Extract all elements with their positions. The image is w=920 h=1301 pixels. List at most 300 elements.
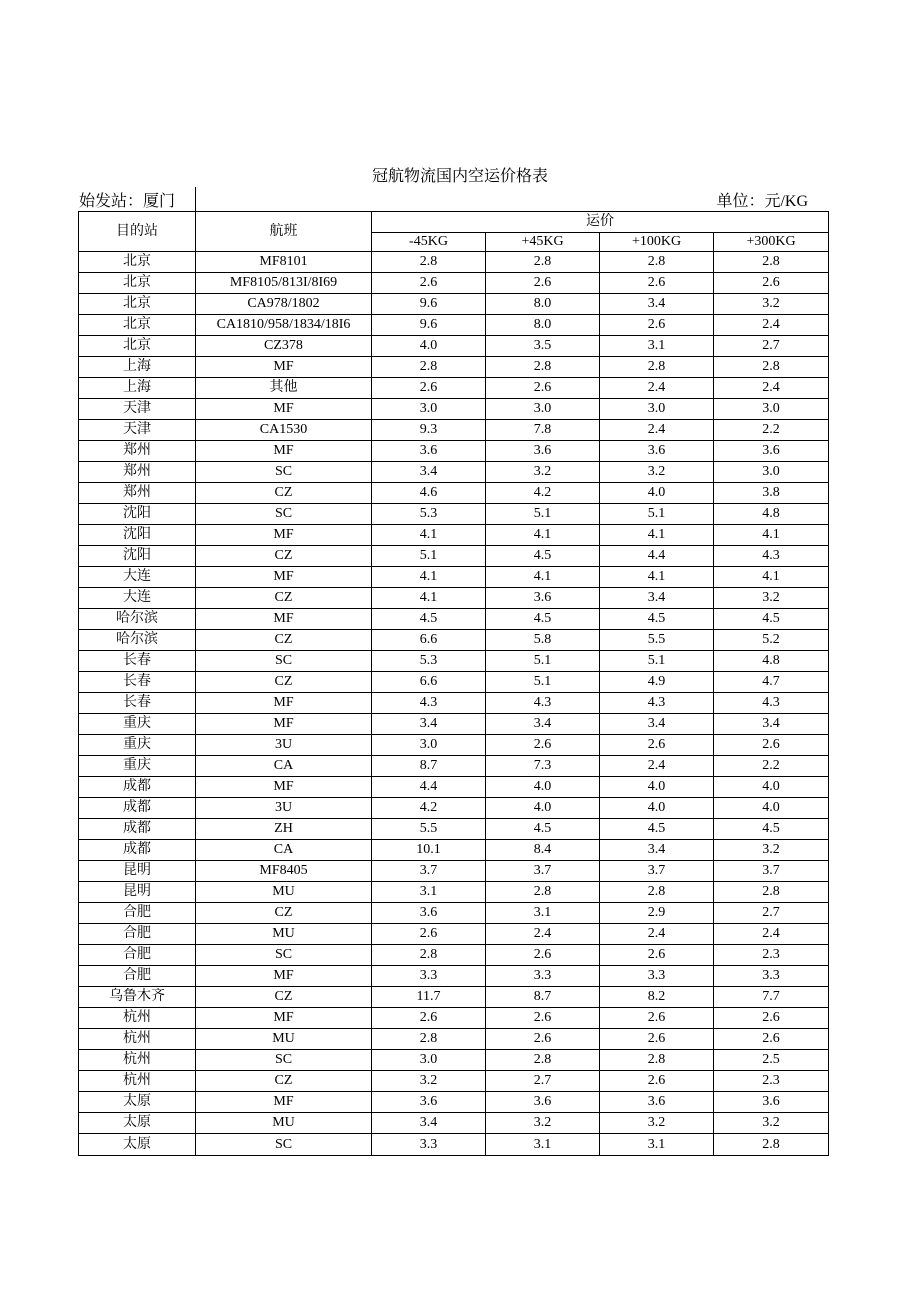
destination-cell: 太原	[79, 1134, 196, 1156]
flight-cell: CA1810/958/1834/18I6	[196, 315, 372, 336]
price-plus45-cell: 3.2	[486, 1113, 600, 1134]
price-plus100-cell: 4.5	[600, 609, 714, 630]
price-plus45-cell: 2.7	[486, 1071, 600, 1092]
flight-cell: MF	[196, 399, 372, 420]
price-plus300-cell: 2.6	[714, 1029, 829, 1050]
flight-cell: SC	[196, 1050, 372, 1071]
flight-cell: CZ	[196, 1071, 372, 1092]
price-plus45-cell: 7.8	[486, 420, 600, 441]
flight-cell: CA1530	[196, 420, 372, 441]
destination-cell: 合肥	[79, 903, 196, 924]
price-minus45-cell: 3.2	[372, 1071, 486, 1092]
price-plus300-cell: 3.2	[714, 840, 829, 861]
destination-cell: 北京	[79, 294, 196, 315]
price-plus45-cell: 2.6	[486, 735, 600, 756]
flight-cell: MF	[196, 714, 372, 735]
price-plus45-cell: 3.1	[486, 1134, 600, 1156]
table-row	[79, 672, 829, 693]
flight-cell: CA	[196, 840, 372, 861]
price-plus300-cell: 2.8	[714, 357, 829, 378]
price-plus45-cell: 4.0	[486, 777, 600, 798]
price-minus45-cell: 2.6	[372, 378, 486, 399]
flight-cell: 3U	[196, 798, 372, 819]
header-destination: 目的站	[79, 212, 196, 252]
price-plus300-cell: 5.2	[714, 630, 829, 651]
price-minus45-cell: 2.8	[372, 1029, 486, 1050]
price-plus300-cell: 3.6	[714, 1092, 829, 1113]
price-plus45-cell: 4.1	[486, 567, 600, 588]
destination-cell: 成都	[79, 777, 196, 798]
price-plus300-cell: 2.7	[714, 903, 829, 924]
price-plus45-cell: 2.6	[486, 1029, 600, 1050]
header-tier-plus300: +300KG	[714, 233, 829, 252]
table-row	[79, 462, 829, 483]
price-plus100-cell: 4.4	[600, 546, 714, 567]
flight-cell: SC	[196, 1134, 372, 1156]
price-minus45-cell: 4.3	[372, 693, 486, 714]
flight-cell: CZ	[196, 630, 372, 651]
table-row	[79, 903, 829, 924]
price-plus100-cell: 4.1	[600, 525, 714, 546]
price-plus300-cell: 2.6	[714, 273, 829, 294]
flight-cell: 其他	[196, 378, 372, 399]
price-plus100-cell: 3.2	[600, 1113, 714, 1134]
price-plus45-cell: 2.8	[486, 882, 600, 903]
price-plus100-cell: 4.3	[600, 693, 714, 714]
table-row	[79, 987, 829, 1008]
destination-cell: 杭州	[79, 1029, 196, 1050]
price-plus100-cell: 2.4	[600, 420, 714, 441]
table-row	[79, 588, 829, 609]
price-minus45-cell: 3.4	[372, 1113, 486, 1134]
freight-rate-table	[78, 211, 829, 1156]
header-divider	[195, 187, 196, 211]
price-minus45-cell: 3.6	[372, 441, 486, 462]
price-plus300-cell: 3.6	[714, 441, 829, 462]
price-minus45-cell: 3.3	[372, 1134, 486, 1156]
price-plus300-cell: 3.4	[714, 714, 829, 735]
destination-cell: 北京	[79, 273, 196, 294]
flight-cell: SC	[196, 504, 372, 525]
price-plus45-cell: 2.6	[486, 945, 600, 966]
price-plus300-cell: 3.0	[714, 399, 829, 420]
table-row	[79, 840, 829, 861]
price-plus300-cell: 2.8	[714, 882, 829, 903]
price-plus100-cell: 5.5	[600, 630, 714, 651]
price-minus45-cell: 3.1	[372, 882, 486, 903]
price-plus100-cell: 2.4	[600, 924, 714, 945]
price-plus300-cell: 4.8	[714, 504, 829, 525]
price-minus45-cell: 3.3	[372, 966, 486, 987]
price-minus45-cell: 5.5	[372, 819, 486, 840]
price-plus300-cell: 2.4	[714, 315, 829, 336]
table-row	[79, 399, 829, 420]
price-minus45-cell: 3.0	[372, 399, 486, 420]
flight-cell: MF	[196, 567, 372, 588]
price-minus45-cell: 3.4	[372, 714, 486, 735]
price-minus45-cell: 4.4	[372, 777, 486, 798]
price-minus45-cell: 3.6	[372, 1092, 486, 1113]
price-plus100-cell: 3.2	[600, 462, 714, 483]
destination-cell: 上海	[79, 378, 196, 399]
table-row	[79, 567, 829, 588]
price-plus45-cell: 7.3	[486, 756, 600, 777]
price-plus45-cell: 5.1	[486, 651, 600, 672]
destination-cell: 成都	[79, 798, 196, 819]
price-plus300-cell: 2.3	[714, 1071, 829, 1092]
price-minus45-cell: 4.5	[372, 609, 486, 630]
price-plus45-cell: 2.8	[486, 357, 600, 378]
price-plus45-cell: 3.2	[486, 462, 600, 483]
flight-cell: MU	[196, 924, 372, 945]
price-plus300-cell: 3.2	[714, 588, 829, 609]
destination-cell: 杭州	[79, 1071, 196, 1092]
page-title: 冠航物流国内空运价格表	[371, 168, 548, 185]
table-row	[79, 756, 829, 777]
price-plus300-cell: 2.2	[714, 756, 829, 777]
destination-cell: 重庆	[79, 714, 196, 735]
destination-cell: 昆明	[79, 882, 196, 903]
table-row	[79, 252, 829, 273]
price-minus45-cell: 4.2	[372, 798, 486, 819]
price-minus45-cell: 2.8	[372, 357, 486, 378]
flight-cell: CZ378	[196, 336, 372, 357]
table-row	[79, 819, 829, 840]
price-plus100-cell: 2.6	[600, 945, 714, 966]
destination-cell: 北京	[79, 315, 196, 336]
origin-station: 始发站：厦门	[79, 193, 176, 210]
price-plus100-cell: 2.8	[600, 357, 714, 378]
price-minus45-cell: 4.0	[372, 336, 486, 357]
price-plus100-cell: 2.6	[600, 1029, 714, 1050]
price-minus45-cell: 9.6	[372, 315, 486, 336]
price-plus300-cell: 4.5	[714, 819, 829, 840]
price-minus45-cell: 4.1	[372, 567, 486, 588]
price-plus100-cell: 3.7	[600, 861, 714, 882]
price-plus300-cell: 4.3	[714, 693, 829, 714]
price-plus45-cell: 2.8	[486, 1050, 600, 1071]
destination-cell: 北京	[79, 252, 196, 273]
price-plus100-cell: 3.4	[600, 714, 714, 735]
price-minus45-cell: 9.3	[372, 420, 486, 441]
price-plus100-cell: 3.4	[600, 294, 714, 315]
price-minus45-cell: 4.1	[372, 525, 486, 546]
table-row	[79, 777, 829, 798]
price-plus300-cell: 2.4	[714, 924, 829, 945]
table-row	[79, 1029, 829, 1050]
unit-label: 单位：元/KG	[716, 193, 808, 210]
destination-cell: 天津	[79, 420, 196, 441]
table-row	[79, 1071, 829, 1092]
price-plus45-cell: 8.4	[486, 840, 600, 861]
price-plus300-cell: 4.7	[714, 672, 829, 693]
price-minus45-cell: 2.6	[372, 924, 486, 945]
flight-cell: MU	[196, 882, 372, 903]
price-plus300-cell: 2.8	[714, 1134, 829, 1156]
table-row	[79, 609, 829, 630]
price-plus45-cell: 8.7	[486, 987, 600, 1008]
price-plus100-cell: 2.4	[600, 756, 714, 777]
flight-cell: ZH	[196, 819, 372, 840]
flight-cell: MF8405	[196, 861, 372, 882]
price-plus45-cell: 3.7	[486, 861, 600, 882]
price-plus100-cell: 2.8	[600, 882, 714, 903]
price-plus100-cell: 3.1	[600, 336, 714, 357]
price-plus45-cell: 3.6	[486, 1092, 600, 1113]
price-minus45-cell: 2.6	[372, 273, 486, 294]
destination-cell: 上海	[79, 357, 196, 378]
price-plus45-cell: 3.0	[486, 399, 600, 420]
price-plus100-cell: 3.4	[600, 840, 714, 861]
price-plus45-cell: 3.4	[486, 714, 600, 735]
destination-cell: 郑州	[79, 441, 196, 462]
flight-cell: CA	[196, 756, 372, 777]
price-plus45-cell: 3.1	[486, 903, 600, 924]
table-row	[79, 315, 829, 336]
price-plus300-cell: 3.7	[714, 861, 829, 882]
price-plus300-cell: 7.7	[714, 987, 829, 1008]
flight-cell: MF	[196, 609, 372, 630]
price-plus300-cell: 2.4	[714, 378, 829, 399]
destination-cell: 大连	[79, 588, 196, 609]
table-row	[79, 882, 829, 903]
flight-cell: CZ	[196, 672, 372, 693]
price-plus45-cell: 4.3	[486, 693, 600, 714]
price-plus300-cell: 4.1	[714, 567, 829, 588]
price-plus300-cell: 2.6	[714, 1008, 829, 1029]
price-plus100-cell: 3.4	[600, 588, 714, 609]
flight-cell: CZ	[196, 903, 372, 924]
price-plus100-cell: 5.1	[600, 504, 714, 525]
price-minus45-cell: 2.8	[372, 252, 486, 273]
price-plus45-cell: 8.0	[486, 294, 600, 315]
destination-cell: 合肥	[79, 924, 196, 945]
price-plus100-cell: 2.6	[600, 315, 714, 336]
price-plus100-cell: 4.0	[600, 777, 714, 798]
price-plus45-cell: 3.5	[486, 336, 600, 357]
flight-cell: CZ	[196, 546, 372, 567]
flight-cell: MU	[196, 1113, 372, 1134]
price-plus300-cell: 2.5	[714, 1050, 829, 1071]
price-plus45-cell: 3.3	[486, 966, 600, 987]
destination-cell: 哈尔滨	[79, 609, 196, 630]
flight-cell: MF8101	[196, 252, 372, 273]
price-plus45-cell: 2.8	[486, 252, 600, 273]
flight-cell: CZ	[196, 483, 372, 504]
price-plus45-cell: 8.0	[486, 315, 600, 336]
price-plus45-cell: 4.5	[486, 546, 600, 567]
destination-cell: 太原	[79, 1113, 196, 1134]
price-plus100-cell: 2.4	[600, 378, 714, 399]
table-row	[79, 1134, 829, 1156]
price-plus300-cell: 2.6	[714, 735, 829, 756]
price-plus45-cell: 4.2	[486, 483, 600, 504]
price-minus45-cell: 3.0	[372, 735, 486, 756]
price-minus45-cell: 3.0	[372, 1050, 486, 1071]
price-plus45-cell: 5.1	[486, 504, 600, 525]
flight-cell: SC	[196, 462, 372, 483]
table-row	[79, 630, 829, 651]
destination-cell: 合肥	[79, 945, 196, 966]
flight-cell: CZ	[196, 987, 372, 1008]
price-plus45-cell: 2.6	[486, 378, 600, 399]
destination-cell: 杭州	[79, 1050, 196, 1071]
price-plus300-cell: 2.8	[714, 252, 829, 273]
price-plus45-cell: 2.6	[486, 1008, 600, 1029]
price-plus300-cell: 4.0	[714, 798, 829, 819]
table-row	[79, 1008, 829, 1029]
price-plus100-cell: 2.6	[600, 735, 714, 756]
price-plus100-cell: 4.0	[600, 798, 714, 819]
destination-cell: 合肥	[79, 966, 196, 987]
price-plus100-cell: 2.6	[600, 1071, 714, 1092]
price-plus45-cell: 2.4	[486, 924, 600, 945]
table-row	[79, 420, 829, 441]
destination-cell: 成都	[79, 840, 196, 861]
price-plus45-cell: 5.1	[486, 672, 600, 693]
table-row	[79, 294, 829, 315]
flight-cell: MF	[196, 1008, 372, 1029]
header-flight: 航班	[196, 212, 372, 252]
price-plus100-cell: 3.6	[600, 441, 714, 462]
header-tier-minus45: -45KG	[372, 233, 486, 252]
price-minus45-cell: 5.3	[372, 504, 486, 525]
price-plus300-cell: 4.0	[714, 777, 829, 798]
price-plus100-cell: 2.8	[600, 1050, 714, 1071]
destination-cell: 长春	[79, 672, 196, 693]
price-plus100-cell: 2.8	[600, 252, 714, 273]
price-plus45-cell: 5.8	[486, 630, 600, 651]
price-plus100-cell: 3.3	[600, 966, 714, 987]
flight-cell: SC	[196, 945, 372, 966]
price-plus300-cell: 2.7	[714, 336, 829, 357]
flight-cell: MF	[196, 777, 372, 798]
flight-cell: MF	[196, 525, 372, 546]
destination-cell: 太原	[79, 1092, 196, 1113]
price-minus45-cell: 6.6	[372, 672, 486, 693]
destination-cell: 杭州	[79, 1008, 196, 1029]
flight-cell: MF8105/813I/8I69	[196, 273, 372, 294]
table-row	[79, 336, 829, 357]
flight-cell: MF	[196, 966, 372, 987]
table-row	[79, 504, 829, 525]
price-minus45-cell: 6.6	[372, 630, 486, 651]
price-plus100-cell: 4.5	[600, 819, 714, 840]
flight-cell: MF	[196, 1092, 372, 1113]
price-minus45-cell: 9.6	[372, 294, 486, 315]
table-row	[79, 861, 829, 882]
table-row	[79, 735, 829, 756]
price-plus45-cell: 4.5	[486, 819, 600, 840]
price-plus100-cell: 2.6	[600, 1008, 714, 1029]
destination-cell: 沈阳	[79, 504, 196, 525]
price-plus300-cell: 4.8	[714, 651, 829, 672]
table-row	[79, 924, 829, 945]
price-plus300-cell: 3.3	[714, 966, 829, 987]
price-minus45-cell: 11.7	[372, 987, 486, 1008]
price-minus45-cell: 4.6	[372, 483, 486, 504]
flight-cell: MU	[196, 1029, 372, 1050]
flight-cell: 3U	[196, 735, 372, 756]
price-plus100-cell: 3.0	[600, 399, 714, 420]
price-plus45-cell: 2.6	[486, 273, 600, 294]
flight-cell: CA978/1802	[196, 294, 372, 315]
price-plus45-cell: 4.5	[486, 609, 600, 630]
table-row	[79, 714, 829, 735]
table-row	[79, 966, 829, 987]
price-plus300-cell: 3.2	[714, 294, 829, 315]
price-plus45-cell: 3.6	[486, 441, 600, 462]
destination-cell: 哈尔滨	[79, 630, 196, 651]
table-row	[79, 1113, 829, 1134]
price-minus45-cell: 3.7	[372, 861, 486, 882]
price-plus100-cell: 3.1	[600, 1134, 714, 1156]
table-row	[79, 1050, 829, 1071]
price-minus45-cell: 2.6	[372, 1008, 486, 1029]
price-plus300-cell: 2.2	[714, 420, 829, 441]
price-minus45-cell: 4.1	[372, 588, 486, 609]
flight-cell: SC	[196, 651, 372, 672]
table-row	[79, 546, 829, 567]
table-row	[79, 273, 829, 294]
price-plus100-cell: 2.6	[600, 273, 714, 294]
price-plus300-cell: 2.3	[714, 945, 829, 966]
destination-cell: 沈阳	[79, 525, 196, 546]
price-plus45-cell: 3.6	[486, 588, 600, 609]
header-tier-plus45: +45KG	[486, 233, 600, 252]
price-minus45-cell: 5.3	[372, 651, 486, 672]
header-freight: 运价	[372, 212, 829, 233]
header-tier-plus100: +100KG	[600, 233, 714, 252]
destination-cell: 郑州	[79, 462, 196, 483]
destination-cell: 北京	[79, 336, 196, 357]
price-plus100-cell: 4.1	[600, 567, 714, 588]
table-row	[79, 693, 829, 714]
price-plus45-cell: 4.0	[486, 798, 600, 819]
price-minus45-cell: 3.4	[372, 462, 486, 483]
flight-cell: MF	[196, 441, 372, 462]
price-plus100-cell: 4.9	[600, 672, 714, 693]
price-plus100-cell: 4.0	[600, 483, 714, 504]
price-minus45-cell: 8.7	[372, 756, 486, 777]
price-plus300-cell: 3.0	[714, 462, 829, 483]
price-plus300-cell: 4.3	[714, 546, 829, 567]
table-row	[79, 378, 829, 399]
destination-cell: 成都	[79, 819, 196, 840]
table-row	[79, 441, 829, 462]
flight-cell: CZ	[196, 588, 372, 609]
price-minus45-cell: 10.1	[372, 840, 486, 861]
destination-cell: 长春	[79, 651, 196, 672]
price-plus300-cell: 4.5	[714, 609, 829, 630]
destination-cell: 重庆	[79, 735, 196, 756]
table-row	[79, 525, 829, 546]
flight-cell: MF	[196, 357, 372, 378]
table-row	[79, 798, 829, 819]
destination-cell: 郑州	[79, 483, 196, 504]
table-row	[79, 483, 829, 504]
destination-cell: 天津	[79, 399, 196, 420]
table-row	[79, 651, 829, 672]
table-row	[79, 357, 829, 378]
flight-cell: MF	[196, 693, 372, 714]
price-minus45-cell: 2.8	[372, 945, 486, 966]
price-plus300-cell: 4.1	[714, 525, 829, 546]
price-plus300-cell: 3.2	[714, 1113, 829, 1134]
price-plus100-cell: 5.1	[600, 651, 714, 672]
price-minus45-cell: 5.1	[372, 546, 486, 567]
price-plus100-cell: 3.6	[600, 1092, 714, 1113]
